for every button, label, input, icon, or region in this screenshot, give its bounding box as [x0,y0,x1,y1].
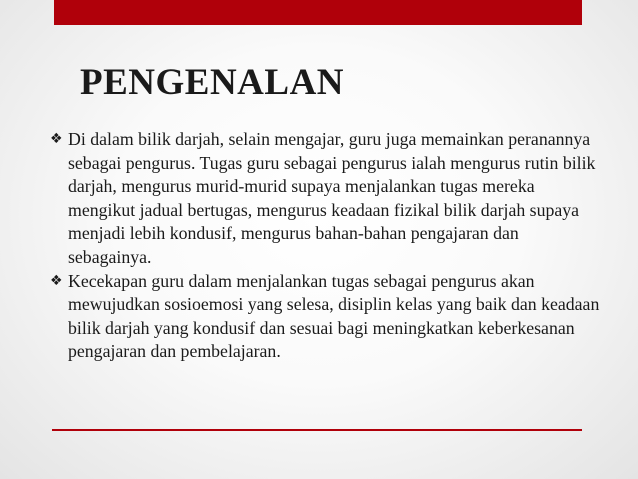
diamond-bullet-icon: ❖ [50,131,63,147]
bottom-divider-line [52,429,582,431]
diamond-bullet-icon: ❖ [50,272,63,289]
top-accent-bar [54,0,582,25]
bullet-list [50,128,605,364]
slide-title: PENGENALAN [80,62,345,103]
bullet-text: Kecekapan guru dalam menjalankan tugas sebagai pengurus akan mewujudkan sosioemosi yang selesa, disiplin kelas yang baik dan keadaan bilik darjah yang kondusif dan sesuai bagi meningkatkan keberkesanan pengajaran dan pembelajaran. [68,270,600,362]
bullet-text: Di dalam bilik darjah, selain mengajar, guru juga memainkan peranannya sebagai pengurus. Tugas guru sebagai pengurus ialah mengurus rutin bilik darjah, mengurus murid-murid supaya menjalankan tugas mereka mengikut jadual bertugas, mengurus keadaan fizikal bilik darjah supaya menjadi lebih kondusif, mengurus bahan-bahan pengajaran dan sebagainya. [68,129,596,267]
bullet-item [50,128,605,270]
bullet-item [50,270,605,364]
